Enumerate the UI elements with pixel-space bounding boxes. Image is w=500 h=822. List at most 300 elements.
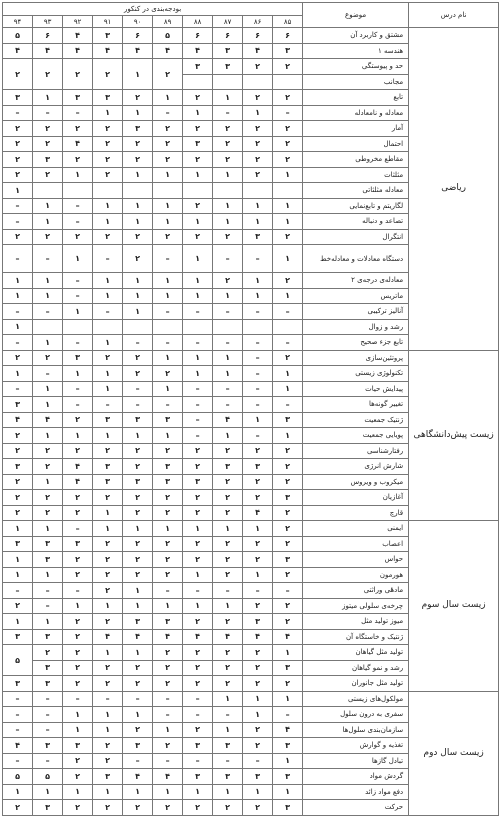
value-cell: – xyxy=(3,707,33,723)
topic-cell: رشد و نمو گیاهان xyxy=(303,660,409,676)
value-cell: ۲ xyxy=(63,614,93,630)
value-cell: ۳ xyxy=(93,769,123,785)
value-cell: ۱ xyxy=(33,214,63,230)
subject-header: نام درس xyxy=(409,3,499,28)
value-cell: ۱ xyxy=(153,167,183,183)
value-cell: ۴ xyxy=(93,43,123,59)
value-cell: ۲ xyxy=(93,136,123,152)
value-cell: – xyxy=(3,381,33,397)
value-cell: ۱ xyxy=(93,288,123,304)
value-cell: ۲ xyxy=(273,521,303,537)
value-cell: ۳ xyxy=(273,800,303,816)
value-cell: ۲ xyxy=(153,490,183,506)
value-cell: ۱ xyxy=(153,273,183,289)
value-cell: ۳ xyxy=(33,552,63,568)
value-cell: ۲ xyxy=(3,490,33,506)
topic-cell: انتگرال xyxy=(303,229,409,245)
value-cell: ۲ xyxy=(243,59,273,75)
value-cell: – xyxy=(243,245,273,273)
value-cell: ۲ xyxy=(183,443,213,459)
value-cell: ۲ xyxy=(93,490,123,506)
value-cell: – xyxy=(63,521,93,537)
value-cell: ۳ xyxy=(3,397,33,413)
value-cell: ۱ xyxy=(213,598,243,614)
value-cell: ۱ xyxy=(3,552,33,568)
value-cell: ۳ xyxy=(153,412,183,428)
value-cell: ۱ xyxy=(153,288,183,304)
value-cell: ۴ xyxy=(123,629,153,645)
value-cell: ۱ xyxy=(153,784,183,800)
value-cell: ۱ xyxy=(273,428,303,444)
value-cell: – xyxy=(183,707,213,723)
value-cell: ۱ xyxy=(3,784,33,800)
value-cell: ۳ xyxy=(33,536,63,552)
value-cell: ۲ xyxy=(123,660,153,676)
value-cell: – xyxy=(3,245,33,273)
value-cell: ۱ xyxy=(153,90,183,106)
value-cell: ۲ xyxy=(3,59,33,90)
value-cell xyxy=(93,183,123,199)
value-cell: ۱ xyxy=(3,319,33,335)
value-cell: ۲ xyxy=(93,800,123,816)
value-cell: ۳ xyxy=(153,614,183,630)
value-cell: ۲ xyxy=(243,598,273,614)
value-cell: – xyxy=(33,753,63,769)
value-cell: ۳ xyxy=(153,474,183,490)
value-cell: ۳ xyxy=(273,43,303,59)
value-cell: ۶ xyxy=(213,28,243,44)
value-cell: ۱ xyxy=(123,59,153,90)
value-cell: ۲ xyxy=(33,350,63,366)
subject-cell: ریاضی xyxy=(409,28,499,351)
value-cell: ۲ xyxy=(213,505,243,521)
value-cell: ۱ xyxy=(123,304,153,320)
value-cell: ۱ xyxy=(243,691,273,707)
value-cell: ۱ xyxy=(93,645,123,661)
value-cell: ۱ xyxy=(213,521,243,537)
value-cell: ۳ xyxy=(3,676,33,692)
year-header: ۸۸ xyxy=(183,16,213,28)
value-cell: ۱ xyxy=(93,335,123,351)
value-cell: ۳ xyxy=(3,536,33,552)
topic-cell: تولید مثل گیاهان xyxy=(303,645,409,661)
value-cell: ۲ xyxy=(243,660,273,676)
value-cell: ۲ xyxy=(183,505,213,521)
value-cell: ۲ xyxy=(123,676,153,692)
value-cell: ۲ xyxy=(3,598,33,614)
year-header: ۸۵ xyxy=(273,16,303,28)
value-cell: ۲ xyxy=(273,474,303,490)
topic-cell: تغییر گونه‌ها xyxy=(303,397,409,413)
topic-cell: تبادل گازها xyxy=(303,753,409,769)
value-cell: ۲ xyxy=(123,152,153,168)
value-cell: ۱ xyxy=(183,245,213,273)
value-cell: ۲ xyxy=(93,443,123,459)
value-cell: ۲ xyxy=(123,552,153,568)
value-cell: ۱ xyxy=(3,273,33,289)
value-cell: ۲ xyxy=(33,121,63,137)
value-cell: – xyxy=(213,381,243,397)
topic-cell: مولکول‌های زیستی xyxy=(303,691,409,707)
value-cell: – xyxy=(3,753,33,769)
value-cell: ۲ xyxy=(93,536,123,552)
value-cell: ۱ xyxy=(183,105,213,121)
value-cell: ۳ xyxy=(183,59,213,75)
value-cell: ۱ xyxy=(33,335,63,351)
value-cell: ۴ xyxy=(243,43,273,59)
value-cell: – xyxy=(3,691,33,707)
value-cell: – xyxy=(63,273,93,289)
value-cell: ۳ xyxy=(33,152,63,168)
value-cell: ۴ xyxy=(243,629,273,645)
value-cell: ۱ xyxy=(63,245,93,273)
value-cell: ۱ xyxy=(243,214,273,230)
value-cell: – xyxy=(33,245,63,273)
value-cell xyxy=(153,319,183,335)
value-cell: ۴ xyxy=(63,136,93,152)
value-cell: ۱ xyxy=(93,707,123,723)
value-cell: ۲ xyxy=(213,229,243,245)
value-cell: ۱ xyxy=(213,288,243,304)
value-cell: ۴ xyxy=(63,459,93,475)
value-cell: ۲ xyxy=(93,753,123,769)
value-cell: ۳ xyxy=(123,614,153,630)
value-cell: ۲ xyxy=(63,769,93,785)
value-cell: ۱ xyxy=(33,198,63,214)
subject-cell: زیست سال دوم xyxy=(409,691,499,815)
value-cell xyxy=(33,319,63,335)
value-cell: ۲ xyxy=(243,443,273,459)
value-cell: ۲ xyxy=(123,90,153,106)
value-cell xyxy=(63,319,93,335)
topic-cell: دفع مواد زائد xyxy=(303,784,409,800)
value-cell: ۱ xyxy=(213,366,243,382)
value-cell: ۱ xyxy=(243,105,273,121)
value-cell: – xyxy=(243,304,273,320)
value-cell xyxy=(273,74,303,90)
value-cell: ۲ xyxy=(273,350,303,366)
value-cell xyxy=(273,183,303,199)
value-cell: ۲ xyxy=(153,660,183,676)
value-cell: ۱ xyxy=(3,567,33,583)
value-cell: ۱ xyxy=(153,428,183,444)
value-cell: ۲ xyxy=(183,229,213,245)
value-cell: ۱ xyxy=(183,288,213,304)
value-cell: ۴ xyxy=(63,43,93,59)
table-row xyxy=(3,28,499,44)
topic-cell: تکنولوژی زیستی xyxy=(303,366,409,382)
value-cell: – xyxy=(33,105,63,121)
value-cell: ۱ xyxy=(3,366,33,382)
value-cell: – xyxy=(3,583,33,599)
value-cell: – xyxy=(183,381,213,397)
value-cell xyxy=(93,319,123,335)
value-cell: ۲ xyxy=(93,583,123,599)
value-cell: ۳ xyxy=(93,459,123,475)
value-cell: ۱ xyxy=(33,784,63,800)
value-cell: ۱ xyxy=(33,428,63,444)
value-cell: – xyxy=(213,583,243,599)
value-cell: – xyxy=(33,583,63,599)
value-cell: ۱ xyxy=(63,784,93,800)
value-cell: ۱ xyxy=(213,722,243,738)
value-cell: ۲ xyxy=(243,136,273,152)
value-cell: ۴ xyxy=(213,629,243,645)
value-cell: – xyxy=(63,214,93,230)
value-cell: ۱ xyxy=(63,366,93,382)
value-cell: ۲ xyxy=(183,459,213,475)
value-cell: ۲ xyxy=(3,167,33,183)
value-cell: – xyxy=(273,304,303,320)
value-cell: ۲ xyxy=(243,676,273,692)
value-cell: ۲ xyxy=(123,505,153,521)
value-cell: ۲ xyxy=(93,350,123,366)
value-cell: ۱ xyxy=(243,707,273,723)
value-cell: – xyxy=(213,753,243,769)
value-cell: ۳ xyxy=(3,629,33,645)
value-cell: – xyxy=(243,350,273,366)
value-cell: – xyxy=(33,691,63,707)
value-cell: ۲ xyxy=(153,59,183,90)
value-cell: ۳ xyxy=(123,412,153,428)
value-cell: ۲ xyxy=(213,273,243,289)
value-cell: ۴ xyxy=(183,629,213,645)
topic-cell: تغذیه و گوارش xyxy=(303,738,409,754)
value-cell xyxy=(243,74,273,90)
value-cell: ۲ xyxy=(123,350,153,366)
value-cell: ۲ xyxy=(183,552,213,568)
value-cell: ۳ xyxy=(93,90,123,106)
value-cell: ۵ xyxy=(3,645,33,676)
value-cell: ۲ xyxy=(213,536,243,552)
value-cell: ۲ xyxy=(93,676,123,692)
value-cell: ۱ xyxy=(213,428,243,444)
topic-cell: احتمال xyxy=(303,136,409,152)
value-cell: ۱ xyxy=(153,198,183,214)
value-cell: ۲ xyxy=(273,536,303,552)
topic-cell: چرخه‌ی سلولی میتوز xyxy=(303,598,409,614)
value-cell: ۲ xyxy=(153,443,183,459)
value-cell: ۲ xyxy=(123,722,153,738)
value-cell: ۲ xyxy=(243,722,273,738)
year-header: ۹۲ xyxy=(63,16,93,28)
value-cell: ۲ xyxy=(3,505,33,521)
value-cell: ۲ xyxy=(93,567,123,583)
value-cell: ۱ xyxy=(93,598,123,614)
value-cell: ۲ xyxy=(3,136,33,152)
table-row xyxy=(3,521,499,537)
topic-cell: تابع جزء صحیح xyxy=(303,335,409,351)
value-cell: ۲ xyxy=(63,443,93,459)
value-cell: ۱ xyxy=(123,273,153,289)
value-cell: ۲ xyxy=(273,567,303,583)
topic-cell: آمار xyxy=(303,121,409,137)
value-cell: – xyxy=(123,335,153,351)
value-cell: ۲ xyxy=(33,136,63,152)
value-cell: ۲ xyxy=(183,800,213,816)
value-cell: – xyxy=(153,707,183,723)
value-cell: ۱ xyxy=(33,288,63,304)
value-cell: ۱ xyxy=(123,428,153,444)
value-cell: ۲ xyxy=(273,459,303,475)
value-cell: ۲ xyxy=(33,645,63,661)
value-cell: – xyxy=(183,583,213,599)
value-cell: ۲ xyxy=(3,152,33,168)
value-cell: – xyxy=(153,753,183,769)
value-cell: ۱ xyxy=(183,273,213,289)
value-cell: ۲ xyxy=(273,59,303,75)
value-cell: ۲ xyxy=(273,229,303,245)
value-cell: ۳ xyxy=(213,738,243,754)
topic-cell: پروتئین‌سازی xyxy=(303,350,409,366)
value-cell: ۴ xyxy=(33,43,63,59)
value-cell: – xyxy=(33,598,63,614)
value-cell: ۲ xyxy=(3,474,33,490)
value-cell: ۳ xyxy=(33,738,63,754)
year-header: ۹۳ xyxy=(33,16,63,28)
value-cell: – xyxy=(33,366,63,382)
topic-cell: حرکت xyxy=(303,800,409,816)
topic-cell: رشد و زوال xyxy=(303,319,409,335)
topic-cell: معادله و نامعادله xyxy=(303,105,409,121)
value-cell: ۳ xyxy=(93,412,123,428)
value-cell: ۱ xyxy=(273,167,303,183)
value-cell: ۱ xyxy=(123,105,153,121)
value-cell: – xyxy=(183,428,213,444)
value-cell: ۱ xyxy=(63,304,93,320)
value-cell: ۱ xyxy=(93,214,123,230)
value-cell: ۲ xyxy=(3,443,33,459)
value-cell: ۲ xyxy=(243,152,273,168)
value-cell: ۱ xyxy=(273,691,303,707)
value-cell: ۳ xyxy=(63,350,93,366)
value-cell: ۳ xyxy=(243,614,273,630)
value-cell: ۱ xyxy=(3,183,33,199)
topic-cell: مقاطع مخروطی xyxy=(303,152,409,168)
value-cell: – xyxy=(63,335,93,351)
value-cell: – xyxy=(213,245,243,273)
value-cell: ۳ xyxy=(63,536,93,552)
value-cell: – xyxy=(3,214,33,230)
value-cell: ۱ xyxy=(33,567,63,583)
value-cell: – xyxy=(153,691,183,707)
value-cell: – xyxy=(123,397,153,413)
topic-cell: حواس xyxy=(303,552,409,568)
value-cell: – xyxy=(213,105,243,121)
value-cell: ۳ xyxy=(243,459,273,475)
value-cell: ۱ xyxy=(213,214,243,230)
value-cell: ۲ xyxy=(63,567,93,583)
value-cell: ۲ xyxy=(273,598,303,614)
year-header: ۸۷ xyxy=(213,16,243,28)
value-cell: ۲ xyxy=(63,800,93,816)
value-cell: ۱ xyxy=(123,167,153,183)
topic-cell: سازمان‌بندی سلول‌ها xyxy=(303,722,409,738)
value-cell: – xyxy=(153,335,183,351)
value-cell: ۴ xyxy=(63,28,93,44)
value-cell: ۱ xyxy=(123,583,153,599)
value-cell: ۲ xyxy=(213,676,243,692)
value-cell: ۲ xyxy=(243,800,273,816)
value-cell: ۲ xyxy=(243,738,273,754)
value-cell: ۳ xyxy=(273,490,303,506)
value-cell: – xyxy=(3,304,33,320)
value-cell: ۳ xyxy=(3,90,33,106)
value-cell: – xyxy=(183,397,213,413)
value-cell: ۲ xyxy=(243,167,273,183)
value-cell: ۳ xyxy=(153,459,183,475)
value-cell: ۳ xyxy=(93,474,123,490)
value-cell: ۲ xyxy=(213,490,243,506)
topic-cell: پویایی جمعیت xyxy=(303,428,409,444)
value-cell: ۲ xyxy=(63,152,93,168)
value-cell: – xyxy=(213,304,243,320)
value-cell: ۳ xyxy=(273,738,303,754)
value-cell: – xyxy=(273,397,303,413)
value-cell: ۲ xyxy=(63,505,93,521)
topic-cell: سفری به درون سلول xyxy=(303,707,409,723)
value-cell xyxy=(243,183,273,199)
value-cell: ۲ xyxy=(153,567,183,583)
topic-cell: تابع xyxy=(303,90,409,106)
value-cell: ۳ xyxy=(213,59,243,75)
value-cell: ۱ xyxy=(243,412,273,428)
value-cell: ۳ xyxy=(183,769,213,785)
value-cell xyxy=(183,319,213,335)
value-cell: ۲ xyxy=(153,552,183,568)
value-cell: – xyxy=(273,707,303,723)
value-cell: ۳ xyxy=(273,769,303,785)
value-cell: – xyxy=(93,304,123,320)
value-cell: ۲ xyxy=(153,676,183,692)
value-cell: ۱ xyxy=(63,598,93,614)
value-cell: – xyxy=(93,691,123,707)
value-cell: ۲ xyxy=(63,412,93,428)
year-header: ۹۴ xyxy=(3,16,33,28)
value-cell: – xyxy=(213,335,243,351)
value-cell: ۱ xyxy=(273,784,303,800)
value-cell: ۱ xyxy=(243,288,273,304)
value-cell: ۱ xyxy=(63,428,93,444)
value-cell: – xyxy=(183,691,213,707)
value-cell: ۲ xyxy=(273,443,303,459)
value-cell: ۳ xyxy=(123,121,153,137)
value-cell: ۲ xyxy=(63,629,93,645)
value-cell: ۳ xyxy=(3,459,33,475)
value-cell: ۳ xyxy=(213,459,243,475)
value-cell: ۳ xyxy=(123,474,153,490)
value-cell: ۵ xyxy=(3,769,33,785)
year-header: ۸۹ xyxy=(153,16,183,28)
topic-cell: آغازیان xyxy=(303,490,409,506)
value-cell: ۲ xyxy=(153,738,183,754)
topic-cell: هورمون xyxy=(303,567,409,583)
value-cell: ۲ xyxy=(93,738,123,754)
value-cell: ۱ xyxy=(183,521,213,537)
value-cell: ۳ xyxy=(63,738,93,754)
value-cell: – xyxy=(153,397,183,413)
value-cell: ۲ xyxy=(123,136,153,152)
value-cell: ۲ xyxy=(183,536,213,552)
value-cell: ۴ xyxy=(93,629,123,645)
value-cell: ۱ xyxy=(3,521,33,537)
value-cell: – xyxy=(243,381,273,397)
value-cell: ۱ xyxy=(33,474,63,490)
value-cell: ۲ xyxy=(123,245,153,273)
value-cell: ۳ xyxy=(93,28,123,44)
value-cell: ۲ xyxy=(213,136,243,152)
value-cell: ۱ xyxy=(183,214,213,230)
